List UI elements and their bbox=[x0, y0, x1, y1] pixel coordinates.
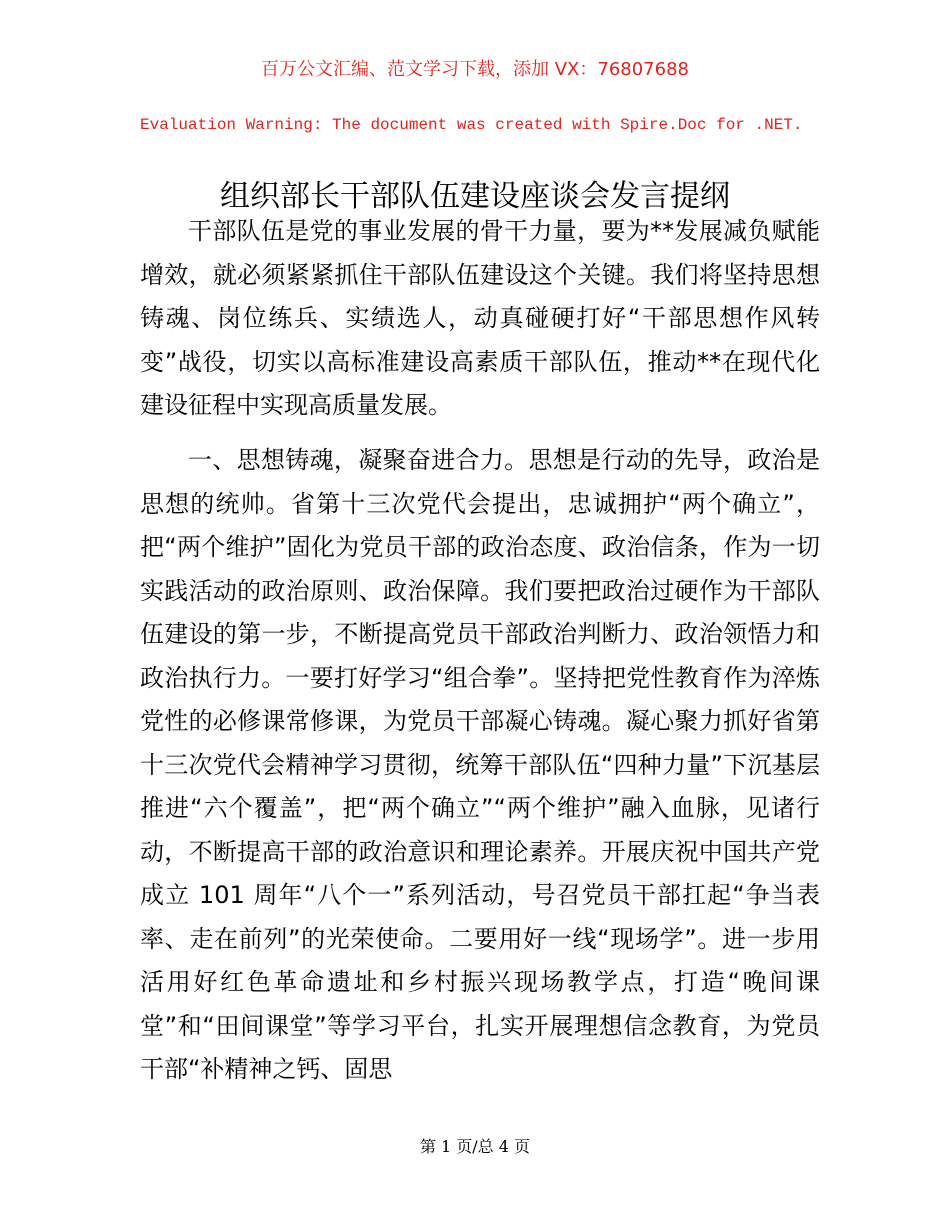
body-paragraph-1: 干部队伍是党的事业发展的骨干力量，要为**发展减负赋能增效，就必须紧紧抓住干部队伍建设这个关键。我们将坚持思想铸魂、岗位练兵、实绩选人，动真碰硬打好“干部思想作风转变”战役，切实以高标准建设高素质干部队伍，推动**在现代化建设征程中实现高质量发展。 bbox=[140, 217, 820, 419]
evaluation-warning: Evaluation Warning: The document was created with Spire.Doc for .NET. bbox=[140, 116, 803, 134]
header-banner: 百万公文汇编、范文学习下载，添加 VX：76807688 bbox=[261, 59, 689, 80]
page-number-footer: 第 1 页/总 4 页 bbox=[419, 1137, 531, 1156]
body-paragraph-2: 一、思想铸魂，凝聚奋进合力。思想是行动的先导，政治是思想的统帅。省第十三次党代会提出，忠诚拥护“两个确立”，把“两个维护”固化为党员干部的政治态度、政治信条，作为一切实践活动的政治原则、政治保障。我们要把政治过硬作为干部队伍建设的第一步，不断提高党员干部政治判断力、政治领悟力和政治执行力。一要打好学习“组合拳”。坚持把党性教育作为淬炼党性的必修课常修课，为党员干部凝心铸魂。凝心聚力抓好省第十三次党代会精神学习贯彻，统筹干部队伍“四种力量”下沉基层推进“六个覆盖”，把“两个确立”“两个维护”融入血脉，见诸行动，不断提高干部的政治意识和理论素养。开展庆祝中国共产党成立 101 周年“八个一”系列活动，号召党员干部扛起“争当表率、走在前列”的光荣使命。二要用好一线“现场学”。进一步用活用好红色革命遗址和乡村振兴现场教学点，打造“晚间课堂”和“田间课堂”等学习平台，扎实开展理想信念教育，为党员干部“补精神之钙、固思 bbox=[140, 446, 820, 1083]
document-title: 组织部长干部队伍建设座谈会发言提纲 bbox=[220, 179, 730, 215]
